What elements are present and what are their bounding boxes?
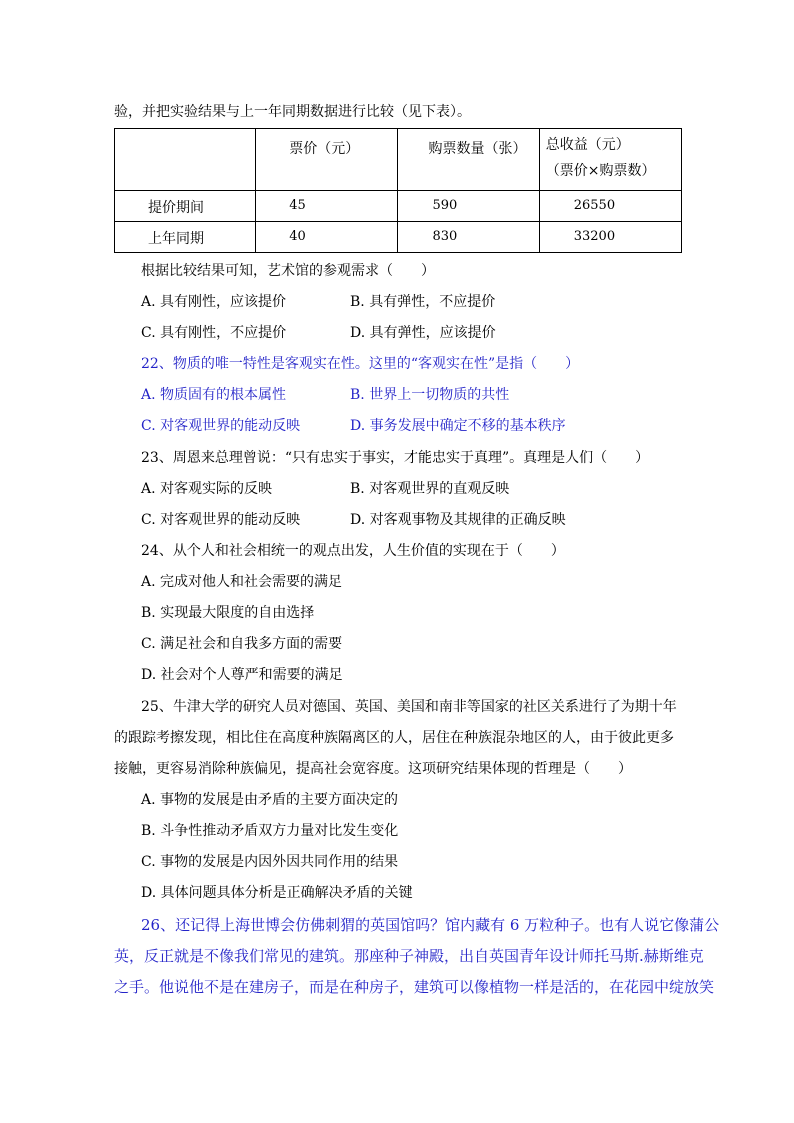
row-label: 提价期间 [148, 200, 204, 216]
header-cell-price [256, 129, 398, 191]
q22-option-b: B. 世界上一切物质的共性 [350, 387, 510, 403]
q26-line-1: 26、还记得上海世博会仿佛刺猬的英国馆吗？馆内藏有 6 万粒种子。也有人说它像蒲公 [141, 916, 720, 934]
q24-option-d: D. 社会对个人尊严和需要的满足 [141, 667, 343, 683]
row-price: 45 [289, 198, 306, 213]
table-header-row [115, 129, 682, 191]
q25-line-2: 的跟踪考擦发现，相比住在高度种族隔离区的人，居住在种族混杂地区的人，由于彼此更多 [114, 730, 674, 746]
q22-stem: 22、物质的唯一特性是客观实在性。这里的“客观实在性”是指（ ） [141, 356, 580, 372]
q21-option-b: B. 具有弹性，不应提价 [350, 294, 496, 310]
header-price-label: 票价（元） [289, 141, 360, 157]
q24-stem: 24、从个人和社会相统一的观点出发，人生价值的实现在于（ ） [141, 543, 565, 559]
q24-option-b: B. 实现最大限度的自由选择 [141, 605, 315, 621]
row-revenue: 26550 [573, 198, 616, 213]
table-row [115, 222, 682, 253]
comparison-table [114, 128, 682, 253]
header-quantity-label: 购票数量（张） [428, 141, 527, 157]
header-cell-quantity [398, 129, 539, 191]
q22-option-c: C. 对客观世界的能动反映 [141, 418, 301, 434]
q26-line-3: 之手。他说他不是在建房子，而是在种房子，建筑可以像植物一样是活的，在花园中绽放笑 [114, 978, 715, 996]
intro-text: 验，并把实验结果与上一年同期数据进行比较（见下表）。 [114, 104, 471, 120]
row-quantity: 590 [432, 198, 458, 213]
q25-option-a: A. 事物的发展是由矛盾的主要方面决定的 [141, 792, 399, 808]
q24-option-c: C. 满足社会和自我多方面的需要 [141, 636, 343, 652]
q25-line-3: 接触，更容易消除种族偏见，提高社会宽容度。这项研究结果体现的哲理是（ ） [114, 761, 632, 777]
table-row [115, 191, 682, 222]
q25-option-b: B. 斗争性推动矛盾双方力量对比发生变化 [141, 823, 399, 839]
q24-option-a: A. 完成对他人和社会需要的满足 [141, 574, 343, 590]
header-revenue-sub: （票价×购票数） [545, 163, 656, 179]
q26-line-2: 英，反正就是不像我们常见的建筑。那座种子神殿，出自英国青年设计师托马斯.赫斯维克 [114, 947, 704, 965]
row-revenue: 33200 [573, 229, 616, 244]
q21-option-a: A. 具有刚性，应该提价 [141, 294, 287, 310]
q25-line-1: 25、牛津大学的研究人员对德国、英国、美国和南非等国家的社区关系进行了为期十年 [141, 699, 677, 715]
row-quantity: 830 [432, 229, 458, 244]
header-cell-empty [115, 129, 256, 191]
q23-option-c: C. 对客观世界的能动反映 [141, 512, 301, 528]
q23-option-d: D. 对客观事物及其规律的正确反映 [350, 512, 566, 528]
row-label: 上年同期 [148, 231, 204, 247]
q21-stem: 根据比较结果可知，艺术馆的参观需求（ ） [141, 263, 435, 279]
q21-option-d: D. 具有弹性，应该提价 [350, 325, 496, 341]
q23-option-a: A. 对客观实际的反映 [141, 481, 273, 497]
row-price: 40 [289, 229, 306, 244]
q23-option-b: B. 对客观世界的直观反映 [350, 481, 510, 497]
header-revenue-label: 总收益（元） [545, 137, 630, 153]
q25-option-d: D. 具体问题具体分析是正确解决矛盾的关键 [141, 885, 413, 901]
q22-option-a: A. 物质固有的根本属性 [141, 387, 287, 403]
q23-stem: 23、周恩来总理曾说：“只有忠实于事实，才能忠实于真理”。真理是人们（ ） [141, 450, 650, 466]
q22-option-d: D. 事务发展中确定不移的基本秩序 [350, 418, 566, 434]
header-cell-revenue [539, 129, 681, 191]
q25-option-c: C. 事物的发展是内因外因共同作用的结果 [141, 854, 399, 870]
q21-option-c: C. 具有刚性，不应提价 [141, 325, 287, 341]
